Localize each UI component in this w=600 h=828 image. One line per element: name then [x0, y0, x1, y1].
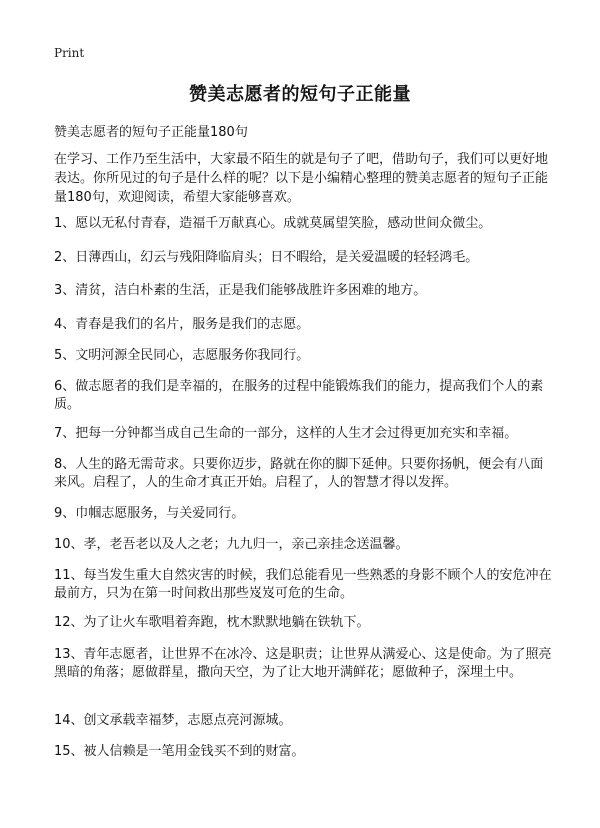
list-item: 12、为了让火车歌唱着奔跑，枕木默默地躺在铁轨下。 [54, 615, 370, 630]
list-item: 13、青年志愿者，让世界不在冰冷、这是职责；让世界从满爱心、这是使命。为了照亮黑暗的角落；愿做群星，撒向天空，为了让大地开满鲜花；愿做种子，深埋土中。 [54, 647, 552, 680]
subtitle: 赞美志愿者的短句子正能量180句 [54, 125, 248, 140]
list-item: 7、把每一分钟都当成自己生命的一部分，这样的人生才会过得更加充实和幸福。 [54, 426, 518, 441]
list-item: 4、青春是我们的名片，服务是我们的志愿。 [54, 317, 310, 332]
list-item: 10、孝，老吾老以及人之老；九九归一，亲己亲挂念送温馨。 [54, 537, 409, 552]
list-item: 5、文明河源全民同心，志愿服务你我同行。 [54, 348, 310, 363]
list-item: 1、愿以无私付青春，造福千万献真心。成就莫属望笑脸，感动世间众微尘。 [54, 216, 492, 231]
intro-paragraph: 在学习、工作乃至生活中，大家最不陌生的就是句子了吧，借助句子，我们可以更好地表达。你所见过的句子是什么样的呢？以下是小编精心整理的赞美志愿者的短句子正能量180句，欢迎阅读，希望大家能够喜欢。 [54, 152, 549, 205]
list-item: 8、人生的路无需苛求。只要你迈步，路就在你的脚下延伸。只要你扬帆，便会有八面来风。启程了，人的生命才真正开始。启程了，人的智慧才得以发挥。 [54, 457, 544, 490]
print-link[interactable]: Print [54, 46, 85, 60]
list-item: 2、日薄西山，幻云与残阳降临肩头；日不暇给，是关爱温暖的轻轻鸿毛。 [54, 250, 479, 265]
list-item: 15、被人信赖是一笔用金钱买不到的财富。 [54, 744, 305, 759]
list-item: 6、做志愿者的我们是幸福的，在服务的过程中能锻炼我们的能力，提高我们个人的素质。 [54, 379, 544, 412]
list-item: 3、清贫，洁白朴素的生活，正是我们能够战胜许多困难的地方。 [54, 283, 427, 298]
list-item: 11、每当发生重大自然灾害的时候，我们总能看见一些熟悉的身影不顾个人的安危冲在最前方，只为在第一时间救出那些岌岌可危的生命。 [54, 568, 552, 601]
page-title: 赞美志愿者的短句子正能量 [189, 84, 411, 105]
list-item: 14、创文承载幸福梦，志愿点亮河源城。 [54, 713, 292, 728]
list-item: 9、巾帼志愿服务，与关爱同行。 [54, 506, 245, 521]
